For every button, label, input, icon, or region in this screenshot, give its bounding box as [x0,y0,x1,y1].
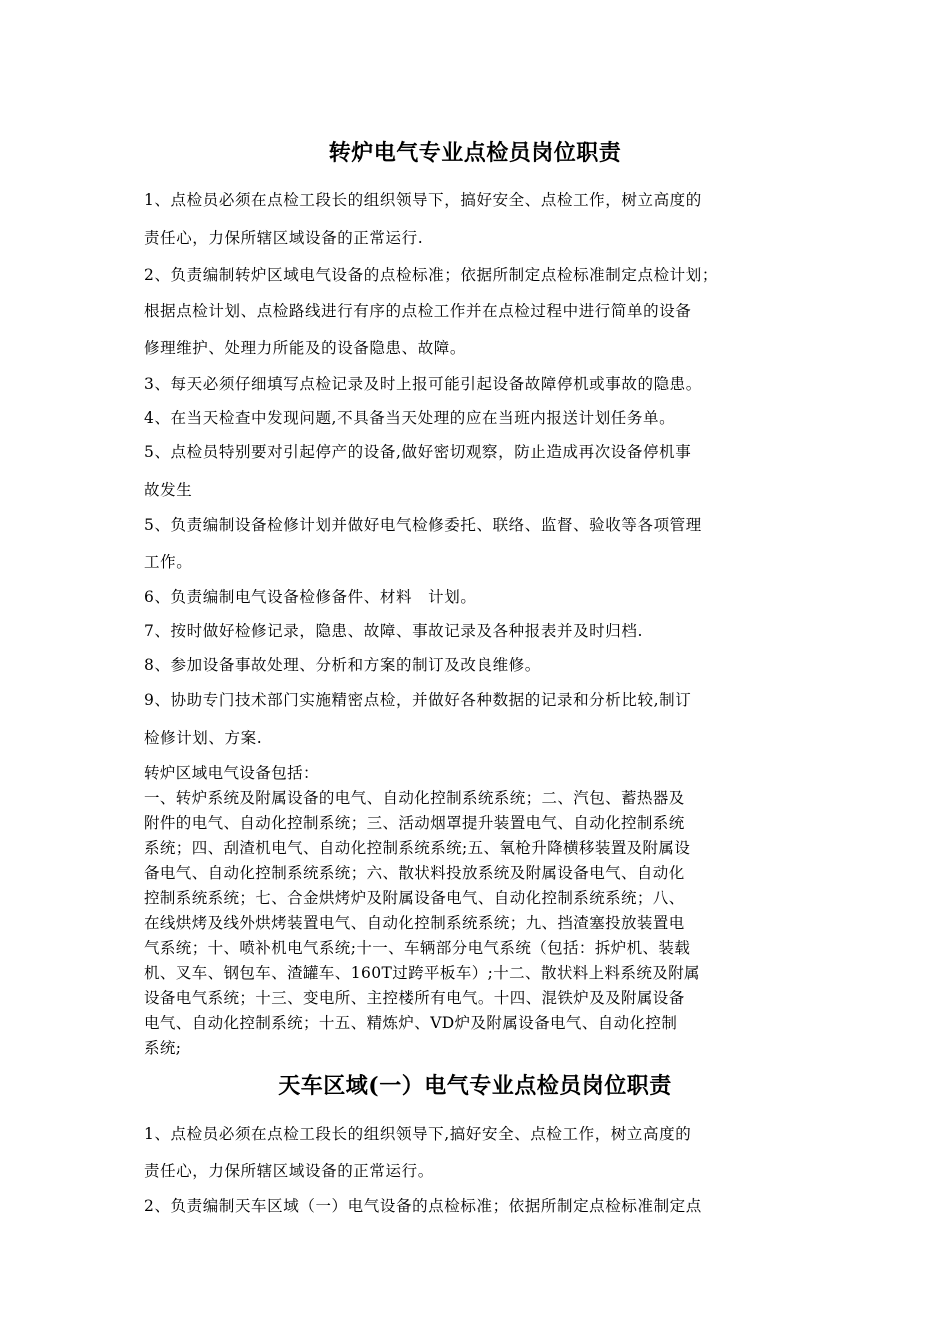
paragraph-line: 1、点检员必须在点检工段长的组织领导下，搞好安全、点检工作，树立高度的 [144,191,702,209]
paragraph-line: 3、每天必须仔细填写点检记录及时上报可能引起设备故障停机或事故的隐患。 [144,375,702,393]
equipment-line: 系统；四、刮渣机电气、自动化控制系统系统;五、氧枪升降横移装置及附属设 [144,839,691,857]
paragraph-line: 责任心，力保所辖区域设备的正常运行. [144,229,424,247]
equipment-line: 备电气、自动化控制系统系统；六、散状料投放系统及附属设备电气、自动化 [144,864,685,882]
paragraph-line: 根据点检计划、点检路线进行有序的点检工作并在点检过程中进行简单的设备 [144,302,692,320]
equipment-line: 控制系统系统；七、合金烘烤炉及附属设备电气、自动化控制系统系统；八、 [144,889,685,907]
equipment-line: 设备电气系统；十三、变电所、主控楼所有电气。十四、混铁炉及及附属设备 [144,989,685,1007]
paragraph-line: 1、点检员必须在点检工段长的组织领导下,搞好安全、点检工作，树立高度的 [144,1125,692,1143]
paragraph-line: 5、点检员特别要对引起停产的设备,做好密切观察，防止造成再次设备停机事 [144,443,692,461]
equipment-line: 机、叉车、钢包车、渣罐车、160T过跨平板车）;十二、散状料上料系统及附属 [144,964,700,982]
equipment-line: 气系统；十、喷补机电气系统;十一、车辆部分电气系统（包括：拆炉机、装载 [144,939,691,957]
paragraph-line: 4、在当天检查中发现问题,不具备当天处理的应在当班内报送计划任务单。 [144,409,676,427]
paragraph-line: 检修计划、方案. [144,729,263,747]
paragraph-line: 2、负责编制天车区域（一）电气设备的点检标准；依据所制定点检标准制定点 [144,1197,702,1215]
equipment-line: 电气、自动化控制系统；十五、精炼炉、VD炉及附属设备电气、自动化控制 [144,1014,678,1032]
equipment-line: 一、转炉系统及附属设备的电气、自动化控制系统系统；二、汽包、蓄热器及 [144,789,685,807]
paragraph-line: 修理维护、处理力所能及的设备隐患、故障。 [144,339,467,357]
paragraph-line: 故发生 [144,481,193,499]
equipment-line: 附件的电气、自动化控制系统；三、活动烟罩提升装置电气、自动化控制系统 [144,814,685,832]
paragraph-line: 5、负责编制设备检修计划并做好电气检修委托、联络、监督、验收等各项管理 [144,516,702,534]
paragraph-line: 工作。 [144,553,193,571]
paragraph-line: 8、参加设备事故处理、分析和方案的制订及改良维修。 [144,656,541,674]
paragraph-line: 责任心，力保所辖区域设备的正常运行。 [144,1162,434,1180]
paragraph-line: 9、协助专门技术部门实施精密点检，并做好各种数据的记录和分析比较,制订 [144,691,692,709]
section-title: 天车区域(一）电气专业点检员岗位职责 [278,1073,672,1099]
equipment-line: 在线烘烤及线外烘烤装置电气、自动化控制系统系统；九、挡渣塞投放装置电 [144,914,685,932]
paragraph-line: 7、按时做好检修记录，隐患、故障、事故记录及各种报表并及时归档. [144,622,643,640]
equipment-line: 系统; [144,1039,182,1057]
paragraph-line: 6、负责编制电气设备检修备件、材料 计划。 [144,588,477,606]
paragraph-line: 2、负责编制转炉区域电气设备的点检标准；依据所制定点检标准制定点检计划； [144,266,718,284]
document-title: 转炉电气专业点检员岗位职责 [328,140,622,166]
equipment-heading: 转炉区域电气设备包括： [144,764,319,782]
